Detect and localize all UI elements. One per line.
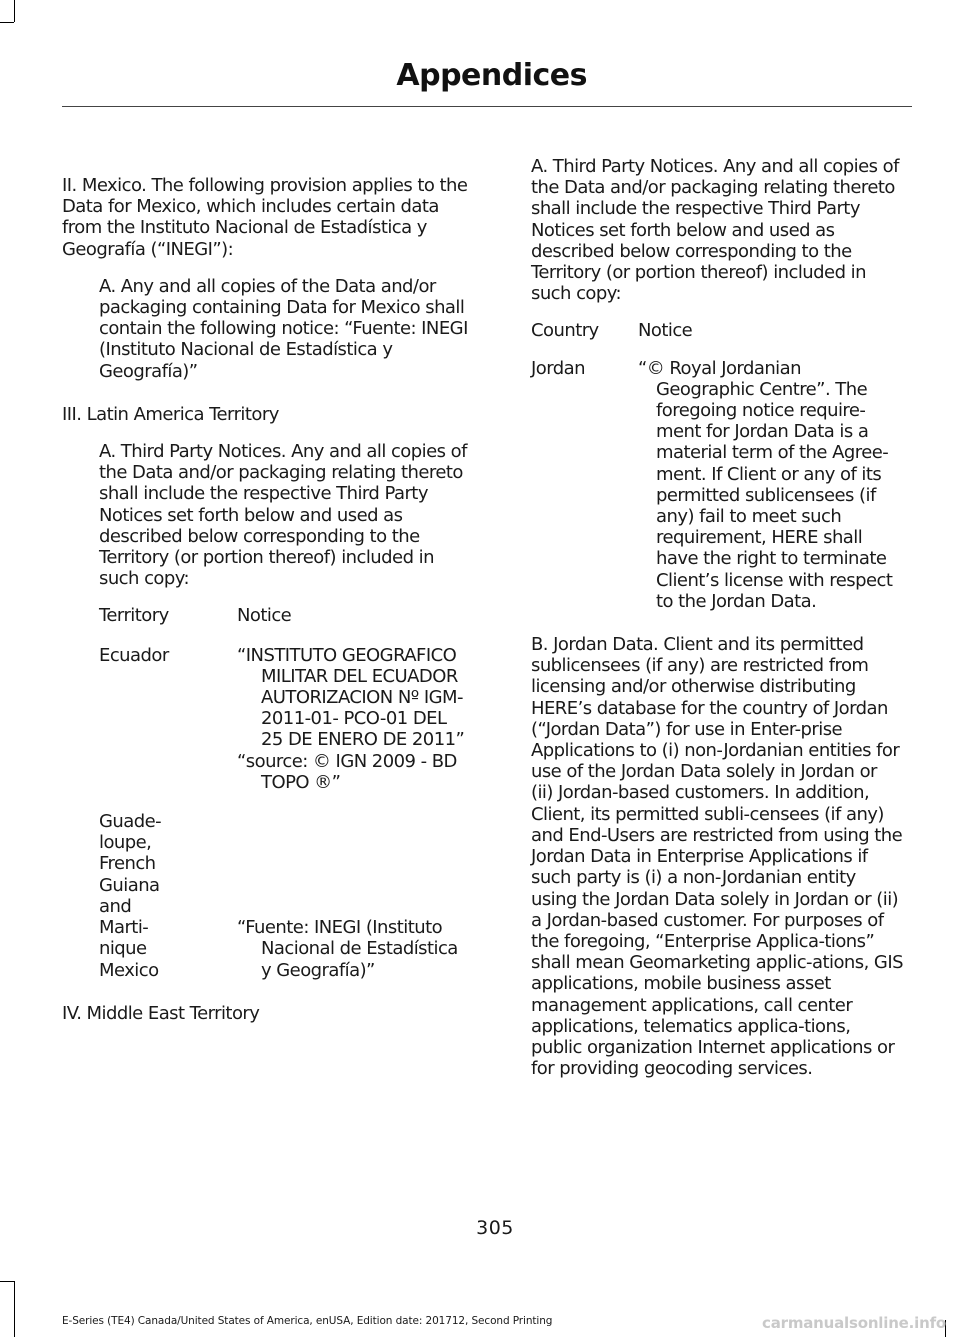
me-notice-paragraph: A. Third Party Notices. Any and all copies of the Data and/or packaging relating thereto shall include the respective Third Party Notices set forth below and used as described below corresponding to the Territory (or portion thereof) included in such copy: (531, 156, 899, 305)
notice-cell (237, 645, 470, 793)
header-rule (62, 106, 912, 107)
page-title: Appendices (396, 58, 587, 93)
table-header-row (531, 320, 903, 341)
page-number: 305 (476, 1217, 514, 1239)
notice-cell (638, 358, 903, 612)
table-header-country: Country (531, 320, 599, 342)
table-header-notice: Notice (237, 605, 292, 627)
watermark: carmanualsonline.info (762, 1314, 946, 1332)
middle-east-heading: IV. Middle East Territory (62, 1002, 260, 1024)
notice-cell (237, 811, 470, 981)
jordan-data-paragraph: B. Jordan Data. Client and its permitted sublicensees (if any) are restricted from licensing and/or otherwise distributing HERE’s database for the country of Jordan (“Jordan Data”) for use in Enter-prise Applications to (i) non-Jordanian entities for use of the Jordan Data solely in Jordan or (ii) Jordan-based customers. In addition, Client, its permitted subli-censees (if any) and End-Users are restricted from using the Jordan Data in Enterprise Applications if such party is (i) a non-Jordanian entity using the Jordan Data solely in Jordan or (ii) a Jordan-based customer. For purposes of the foregoing, “Enterprise Applica-tions” shall mean Geomarketing applic-ations, GIS applications, mobile business asset management applications, call center applications, telematics applica-tions, public organization Internet applications or for providing geocoding services. (531, 634, 903, 1080)
crop-mark-top-left-h (0, 22, 14, 23)
left-column (62, 175, 470, 1024)
crop-mark-top-left (14, 0, 15, 22)
latam-notice-table (99, 605, 470, 980)
mexico-intro-paragraph: II. Mexico. The following provision applies to the Data for Mexico, which includes certain data from the Instituto Nacional de Estadística y Geografía (“INEGI”): (62, 175, 468, 260)
latam-heading: III. Latin America Territory (62, 403, 279, 425)
crop-mark-bottom-left (14, 1281, 15, 1337)
table-row (99, 645, 470, 793)
me-notice-table (531, 320, 903, 612)
notice-text: “INSTITUTO GEOGRAFICO MILITAR DEL ECUADOR AUTORIZACION Nº IGM-2011-01- PCO-01 DEL 25 DE ENERO DE 2011” (237, 644, 465, 751)
notice-text: “© Royal Jordanian Geographic Centre”. The foregoing notice require-ment for Jordan Data is a material term of the Agree-ment. If Client or any of its permitted sublicensees (if any) fail to meet such requirement, HERE shall have the right to terminate Client’s license with respect to the Jordan Data. (638, 357, 893, 612)
table-row (531, 358, 903, 612)
territory-cell: Ecuador (99, 644, 169, 666)
notice-text: “Fuente: INEGI (Instituto Nacional de Estadística y Geografía)” (237, 917, 458, 981)
table-header-row (99, 605, 470, 626)
territory-cell: Guade-loupe, French Guiana and Marti-nique Mexico (99, 811, 162, 981)
latam-notice-paragraph: A. Third Party Notices. Any and all copies of the Data and/or packaging relating thereto shall include the respective Third Party Notices set forth below and used as described below corresponding to the Territory (or portion thereof) included in such copy: (99, 441, 467, 590)
table-row (99, 811, 470, 981)
crop-mark-bottom-left-h (0, 1281, 14, 1282)
mexico-notice-paragraph: A. Any and all copies of the Data and/or packaging containing Data for Mexico shall contain the following notice: “Fuente: INEGI (Instituto Nacional de Estadística y Geografía)” (99, 275, 468, 382)
notice-text-2: “source: © IGN 2009 - BD TOPO ®” (237, 750, 457, 793)
table-header-notice: Notice (638, 320, 693, 342)
footer-edition: E-Series (TE4) Canada/United States of America, enUSA, Edition date: 201712, Second Printing (62, 1315, 553, 1327)
table-header-territory: Territory (99, 605, 169, 627)
right-column (531, 156, 903, 1079)
country-cell: Jordan (531, 357, 585, 379)
